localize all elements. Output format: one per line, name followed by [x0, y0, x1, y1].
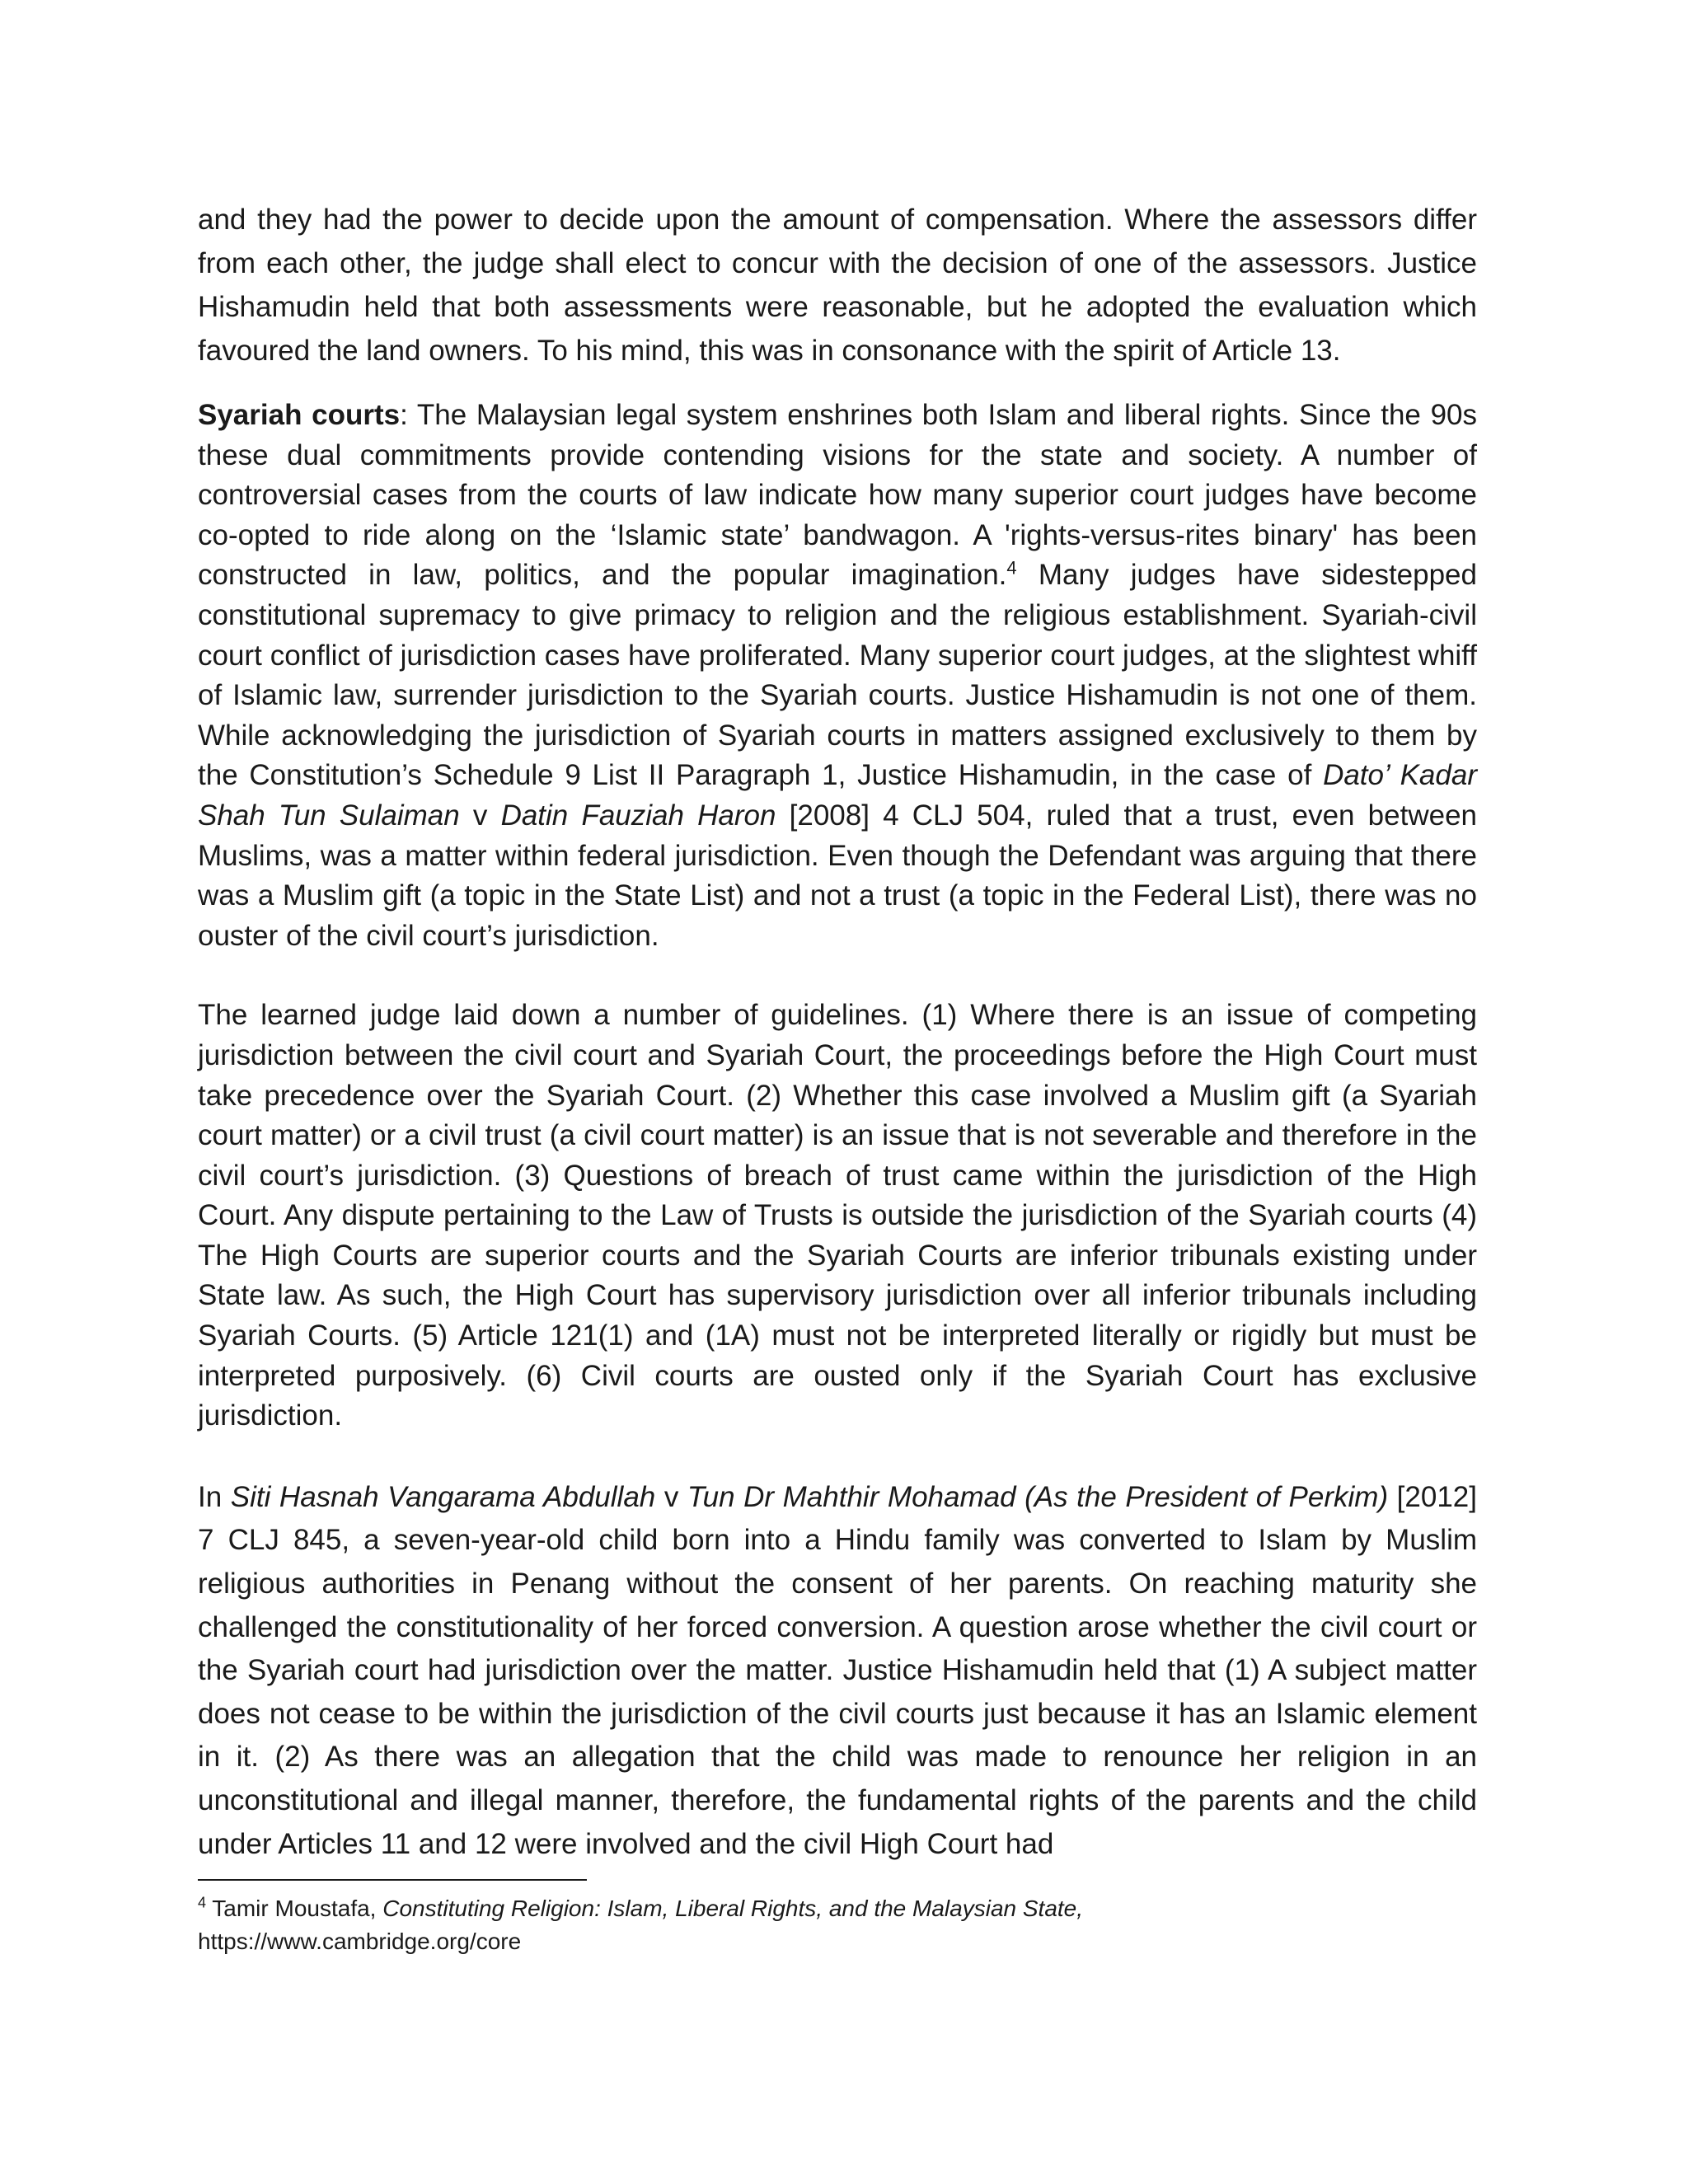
paragraph	[198, 1476, 1477, 1866]
paragraph-text: : The Malaysian legal system enshrines both Islam and liberal rights. Since the 90s these dual commitments provide contending visions for the state and society. A number of controversial cases from the courts of law indicate how many superior court judges have become co-opted to ride along on the ‘Islamic state’ bandwagon. A 'rights-versus-rites binary' has been constructed in law, politics, and the popular imagination.	[198, 399, 1477, 592]
footnote-number: 4	[198, 1894, 207, 1911]
case-versus: v	[459, 799, 501, 832]
paragraph-text: and they had the power to decide upon the amount of compensation. Where the assessors differ from each other, the judge shall elect to concur with the decision of one of the assessors. Justice Hishamudin held that both assessments were reasonable, but he adopted the evaluation which favoured the land owners. To his mind, this was in consonance with the spirit of Article 13.	[198, 204, 1477, 367]
paragraph-text: [2008] 4 CLJ 504, ruled that a trust, even between Muslims, was a matter within federal jurisdiction. Even though the Defendant was arguing that there was a Muslim gift (a topic in the State List) and not a trust (a topic in the Federal List), there was no ouster of the civil court’s jurisdiction.	[198, 799, 1477, 952]
paragraph-text: In	[198, 1480, 231, 1513]
body-text	[198, 198, 1477, 1866]
paragraph	[198, 996, 1477, 1436]
footnote-divider	[198, 1879, 587, 1881]
footnote-line	[198, 1892, 1477, 1925]
footnote	[198, 1892, 1477, 1958]
case-party: Siti Hasnah Vangarama Abdullah	[230, 1480, 656, 1513]
footnote-author: Tamir Moustafa,	[206, 1896, 383, 1921]
paragraph	[198, 198, 1477, 373]
paragraph-text: Many judges have sidestepped constitutional supremacy to give primacy to religion and the religious establishment. Syariah-civil court conflict of jurisdiction cases have proliferated. Many superior court judges, at the slightest whiff of Islamic law, surrender jurisdiction to the Syariah courts. Justice Hishamudin is not one of them. While acknowledging the jurisdiction of Syariah courts in matters assigned exclusively to them by the Constitution’s Schedule 9 List II Paragraph 1, Justice Hishamudin, in the case of	[198, 559, 1477, 792]
paragraph	[198, 396, 1477, 956]
case-party: Dato’ Kadar Shah Tun Sulaiman	[198, 759, 1477, 832]
paragraph-text: The learned judge laid down a number of guidelines. (1) Where there is an issue of competing jurisdiction between the civil court and Syariah Court, the proceedings before the High Court must take precedence over the Syariah Court. (2) Whether this case involved a Muslim gift (a Syariah court matter) or a civil trust (a civil court matter) is an issue that is not severable and therefore in the civil court’s jurisdiction. (3) Questions of breach of trust came within the jurisdiction of the High Court. Any dispute pertaining to the Law of Trusts is outside the jurisdiction of the Syariah courts (4) The High Courts are superior courts and the Syariah Courts are inferior tribunals existing under State law. As such, the High Court has supervisory jurisdiction over all inferior tribunals including Syariah Courts. (5) Article 121(1) and (1A) must not be interpreted literally or rigidly but must be interpreted purposively. (6) Civil courts are ousted only if the Syariah Court has exclusive jurisdiction.	[198, 999, 1477, 1432]
section-heading: Syariah courts	[198, 399, 401, 431]
footnote-url[interactable]: https://www.cambridge.org/core	[198, 1929, 522, 1954]
case-party: Datin Fauziah Haron	[500, 799, 776, 832]
footnote-title: Constituting Religion: Islam, Liberal Rights, and the Malaysian State,	[382, 1896, 1084, 1921]
case-party: Tun Dr Mahthir Mohamad (As the President of Perkim)	[687, 1480, 1389, 1513]
footnote-reference[interactable]: 4	[1006, 557, 1017, 579]
paragraph-text: [2012] 7 CLJ 845, a seven-year-old child born into a Hindu family was converted to Islam by Muslim religious authorities in Penang without the consent of her parents. On reaching maturity she challenged the constitutionality of her forced conversion. A question arose whether the civil court or the Syariah court had jurisdiction over the matter. Justice Hishamudin held that (1) A subject matter does not cease to be within the jurisdiction of the civil courts just because it has an Islamic element in it. (2) As there was an allegation that the child was made to renounce her religion in an unconstitutional and illegal manner, therefore, the fundamental rights of the parents and the child under Articles 11 and 12 were involved and the civil High Court had	[198, 1480, 1477, 1860]
case-versus: v	[655, 1480, 687, 1513]
